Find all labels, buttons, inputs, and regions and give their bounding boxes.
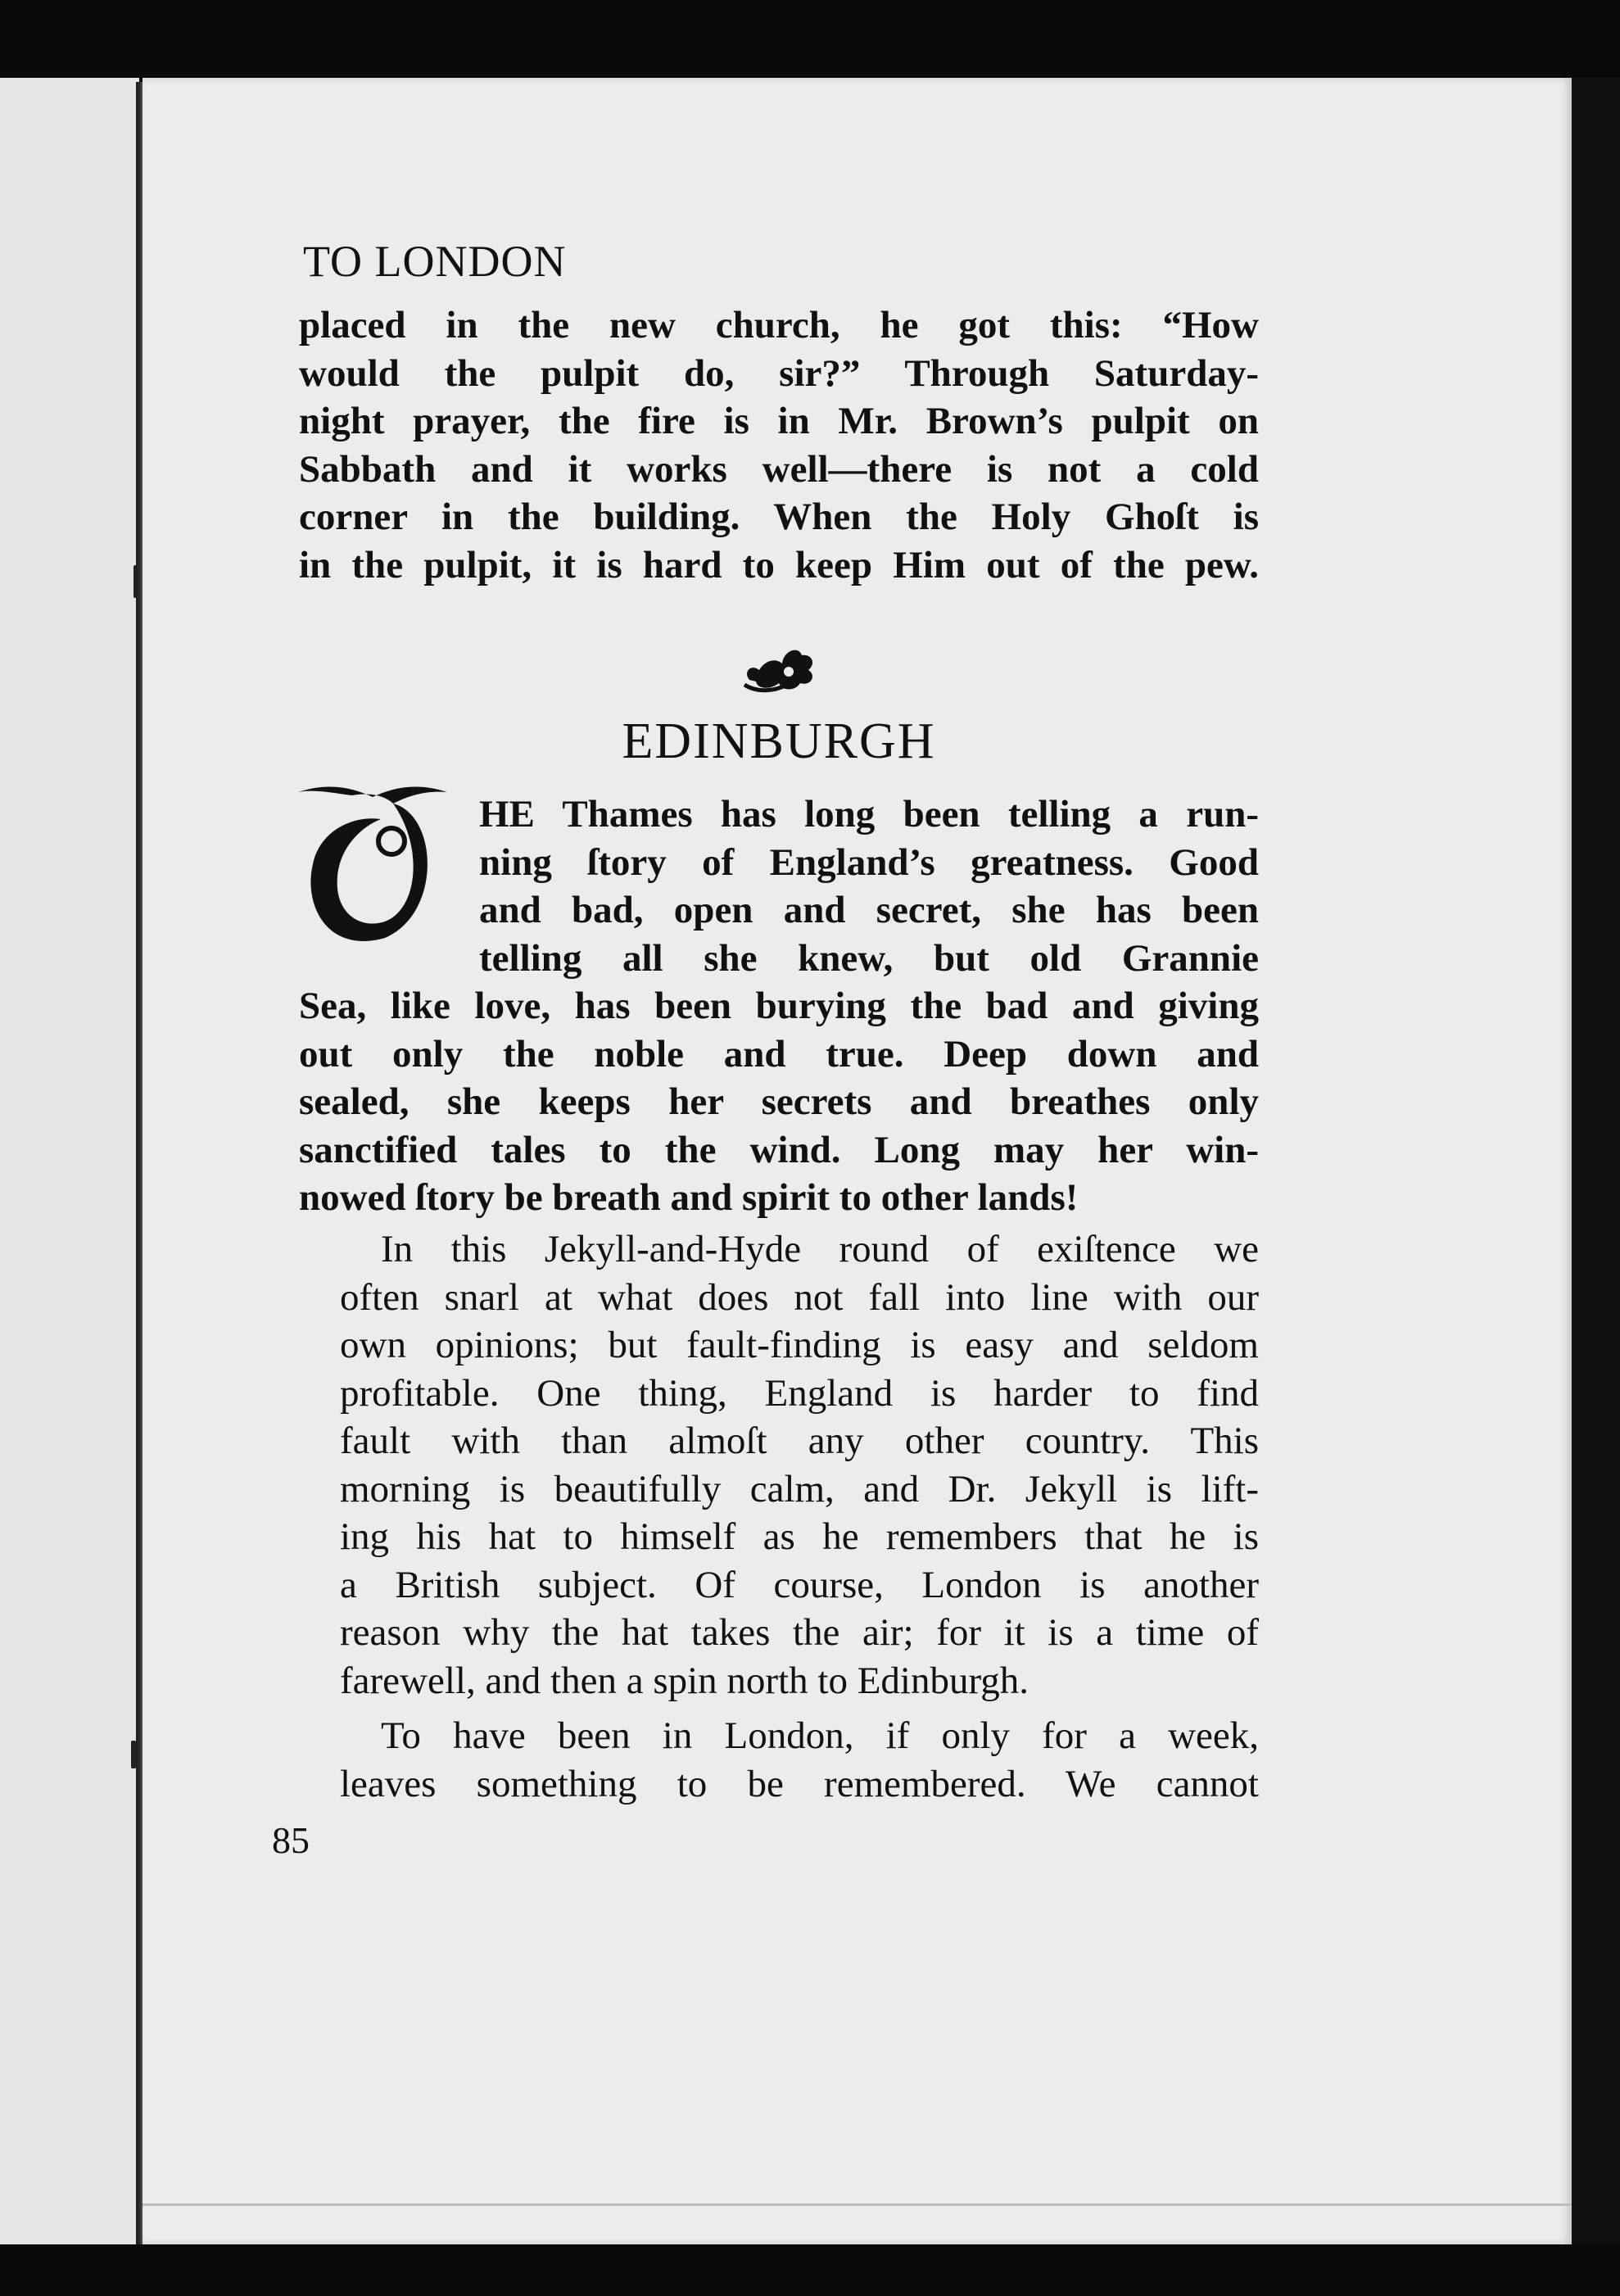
fleuron-icon	[741, 639, 819, 695]
scan-top-border	[0, 0, 1620, 78]
text-line: in the pulpit, it is hard to keep Him out of the pew.	[299, 543, 1259, 586]
section-title: EDINBURGH	[622, 713, 936, 769]
first-paragraph-continued	[299, 982, 1259, 1222]
text-line: HE Thames has long been telling a run-	[479, 793, 1259, 836]
text-line: night prayer, the fire is in Mr. Brown’s pulpit on	[299, 400, 1259, 442]
text-line: nowed ſtory be breath and spirit to other lands!	[299, 1176, 1079, 1219]
text-line: own opinions; but fault-finding is easy and seldom	[340, 1324, 1259, 1366]
scan-right-border	[1572, 78, 1620, 2244]
text-line: sealed, she keeps her secrets and breathes only	[299, 1080, 1259, 1123]
text-line: out only the noble and true. Deep down and	[299, 1032, 1259, 1076]
margin-mark	[131, 1741, 136, 1768]
running-head: TO LONDON	[303, 237, 567, 286]
text-line: reason why the hat takes the air; for it is a time of	[340, 1611, 1259, 1654]
text-line: ning ſtory of England’s greatness. Good	[479, 840, 1259, 884]
facing-page-edge	[0, 78, 139, 2244]
text-line: farewell, and then a spin north to Edinburgh.	[340, 1659, 1029, 1702]
text-line: a British subject. Of course, London is another	[340, 1563, 1259, 1606]
text-line: sanctified tales to the wind. Long may her win-	[299, 1128, 1259, 1171]
book-gutter	[136, 82, 143, 2248]
text-line: corner in the building. When the Holy Ghoſt is	[299, 496, 1259, 538]
text-line: and bad, open and secret, she has been	[479, 889, 1259, 931]
top-paragraph	[299, 301, 1259, 589]
second-paragraph	[299, 1225, 1259, 1705]
text-line: often snarl at what does not fall into line with our	[340, 1275, 1259, 1319]
page-number: 85	[272, 1819, 310, 1861]
text-line: fault with than almoſt any other country. This	[340, 1420, 1259, 1462]
text-line: Sea, like love, has been burying the bad and giving	[299, 985, 1259, 1027]
drop-cap-letter	[295, 782, 450, 946]
third-paragraph	[299, 1712, 1259, 1808]
text-line: ing his hat to himself as he remembers that he is	[340, 1515, 1259, 1558]
text-line: would the pulpit do, sir?” Through Saturday-	[299, 351, 1259, 395]
text-line: morning is beautifully calm, and Dr. Jekyll is lift-	[340, 1467, 1259, 1510]
text-line: leaves something to be remembered. We cannot	[340, 1762, 1259, 1805]
page-bottom-edge	[143, 2203, 1572, 2206]
scan-bottom-border	[0, 2244, 1620, 2296]
margin-mark	[133, 565, 137, 598]
text-line: Sabbath and it works well—there is not a cold	[299, 447, 1259, 491]
text-line: profitable. One thing, England is harder to find	[340, 1371, 1259, 1415]
text-line: placed in the new church, he got this: “How	[299, 304, 1259, 346]
text-line: In this Jekyll-and-Hyde round of exiſtence we	[381, 1228, 1259, 1270]
text-line: telling all she knew, but old Grannie	[479, 936, 1259, 980]
drop-cap-paragraph	[479, 790, 1259, 982]
text-line: To have been in London, if only for a week,	[381, 1714, 1259, 1757]
